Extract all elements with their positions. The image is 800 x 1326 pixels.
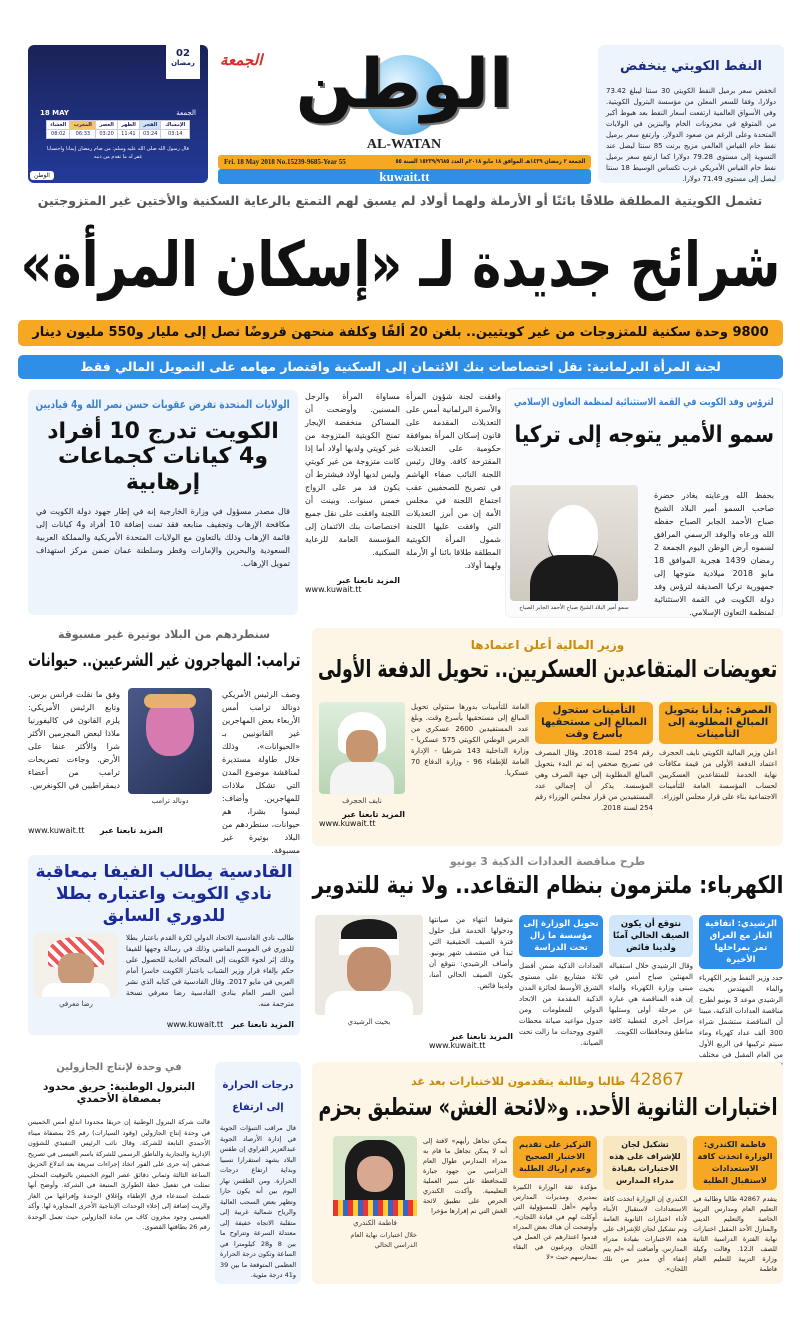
prayer-header: العصر	[96, 121, 118, 130]
fit-wrapper	[411, 1070, 684, 1090]
prayer-header: العشاء	[47, 121, 70, 130]
fire-body: قالت شركة البترول الوطنية إن حريقا محدودا اندلع أمس الخميس في وحدة إنتاج الجازولين (وقود السيارات) رقم 25 بمصفاة ميناء الأحمدي التابعة للشركة. وقال نائب الرئيس التنفيذي للشؤون الإدارية والتجارية والناطق الرسمي للشركة باسم العيسى في تصريح صحفي إنه جرى على الفور اتخاذ إجراءات سريعة بعد اندلاع الحريق الساعة الثالثة وثماني دقائق عصر اليوم الخميس بالتوقيت المحلي تمثلت في تفعيل خطة الطوارئ المتبعة في الشركة. وأوضح أنها شملت استدعاء فرق الإطفاء وإغلاق الوحدة وإفراغها من الغاز والزيت إضافة إلى إخلاء الوحدات الإنتاجية الأخرى المجاورة لها. وأكد العيسى وجود مخزون كاف من مادة الجازولين حيث تعمل الوحدة رقم 26 بطاقتها القصوى.	[28, 1118, 210, 1232]
prayer-time: 08:02	[47, 130, 70, 139]
retirees-col-1: أعلن وزير المالية الكويتي نايف الحجرف اعتماد الدفعة الأولى من قيمة مكافآت نهاية الخدمة للمتقاعدين العسكريين لحساب المؤسسة العامة للتأمينات الاجتماعية بناء على قرار مجلس الوزراء.	[659, 749, 777, 801]
us-sanctions-kicker	[36, 398, 290, 411]
lead-col-1: وافقت لجنة شؤون المرأة والأسرة البرلمانية أمس على التعديلات المقدمة على قانون إسكان المرأة بموافقة حكومية على التعديلات المقترحة كافة. وقال رئيس اللجنة النائب صفاء الهاشم في تصريح للصحفيين عقب اجتماع اللجنة في مجلس الأمة إن من أبرز التعديلات التي وافقت عليها اللجنة شمول المرأة الكويتية المطلقة طلاقا بائنا أو الأرملة ولهما أولاد.	[406, 392, 501, 570]
logo-arabic: الوطن	[295, 45, 513, 124]
electricity-tag-2: نتوقع أن يكون الصيف الحالي آمنًا ولدينا فائض	[609, 915, 693, 957]
fit-wrapper: الكهرباء: ملتزمون بنظام التقاعد.. ولا نية للتدوير	[312, 871, 783, 899]
electricity-photo	[315, 915, 423, 1015]
exams-col-4: يمكن تجاهل رأيهم» لافتة إلى أنه لا يمكن تجاهل ما قام به مدراء المدارس طوال العام الدراسي من جهود جبارة للمحافظة على سير العملية التعليمية. وأكدت الكندري الحرص على تطبيق لائحة الغش التي تم إقرارها مؤخرا	[423, 1137, 507, 1215]
electricity-col-2: وقال الرشيدي خلال استقباله المهنئين صباح أمس في مبنى وزارة الكهرباء والماء إن هذه المناقصة هي عبارة عن مرحلة أولى وستليها مراحل أخرى لتغطية كافة مناطق ومحافظات الكويت.	[609, 962, 693, 1036]
prayer-note: قال رسول الله صلى الله عليه وسلم: من صام رمضان إيمانا واحتسابا غفر له ما تقدم من ذنبه	[47, 146, 189, 160]
lead-columns	[305, 390, 501, 615]
exams-kicker-line	[318, 1070, 777, 1090]
electricity-caption: بخيت الرشيدي	[347, 1018, 391, 1026]
fit-wrapper: اختبارات الثانوية الأحد.. و«لائحة الغش» ستطبق بحزم	[318, 1093, 777, 1121]
electricity-more-link[interactable]: www.kuwait.tt	[429, 1041, 486, 1050]
retirees-col-3: العامة للتأمينات بدورها ستتولى تحويل المبالغ إلى مستحقيها بأسرع وقت. وبلغ عدد المستفيدين 2600 عسكري من الحرس الوطني الكويتي 575 عسكريا - وزارة الداخلية 143 شرطيا - الإدارة العامة للإطفاء 96 - وزارة الدفاع 70 عسكريا.	[411, 703, 529, 777]
exams-kicker: طالبا وطالبة يتقدمون للاختبارات بعد غد	[411, 1075, 626, 1088]
exams-caption: فاطمة الكندري	[353, 1219, 397, 1227]
weather-story	[215, 1062, 301, 1284]
us-sanctions-story	[28, 390, 298, 615]
qadsia-story	[28, 855, 300, 1035]
exams-tag-3: التركيز على تقديم الاختبار الصحيح وعدم إرباك الطلبة	[513, 1136, 597, 1178]
prayer-time: 06:33	[70, 130, 96, 139]
fit-wrapper: الولايات المتحدة تفرض عقوبات حسن نصر الله و4 قياديين	[35, 398, 290, 411]
prayer-header: الفجر	[139, 121, 161, 130]
prayer-time: 03:24	[139, 130, 161, 139]
prayer-times-widget	[28, 45, 208, 183]
lead-orange-bar	[18, 320, 783, 346]
emir-kicker	[514, 397, 774, 408]
electricity-kicker	[312, 855, 783, 868]
weather-body: قال مراقب التنبؤات الجوية في إدارة الأرصاد الجوية عبدالعزيز القراوي إن طقس البلاد يشهد استقرارا نسبيا وبداية ارتفاع درجات الحرارة. ومن الطقس نهار اليوم بين أنه يكون حارا وتظهر بعض السحب العالية والرياح شمالية غربية إلى متقلبة الاتجاه خفيفة إلى معتدلة السرعة وتتراوح ما بين 8 و28 كيلومترا في الساعة وتكون درجة الحرارة العظمى المتوقعة ما بين 39 و41 درجة مئوية.	[220, 1124, 296, 1279]
electricity-story	[312, 855, 783, 1059]
fire-kicker: في وحدة لإنتاج الجازولين	[56, 1062, 182, 1073]
fit-wrapper: وزير المالية أعلن اعتمادها	[470, 638, 625, 652]
fit-wrapper: سنطردهم من البلاد بوتيرة غير مسبوقة	[57, 628, 271, 641]
qadsia-row	[34, 933, 294, 1017]
exams-headline	[318, 1094, 777, 1122]
prayer-day: الجمعة	[176, 109, 196, 117]
exams-col-3: مؤكدة ثقة الوزارة الكبيرة بمديري ومديرات المدارس وبأنهم «أهل للمسؤولية التي أوكلت لهم في قيادة اللجان». وأوضحت أن هناك بعض المدراء قدموا اعتذارهم عن العمل في اللجان ويرغبون في البقاء بمدارسهم حيث «لا	[513, 1183, 597, 1261]
electricity-tag-3: تحويل الوزارة إلى مؤسسة ما زال تحت الدراسة	[519, 915, 603, 957]
exams-kicker-number: 42867	[629, 1070, 684, 1090]
retirees-photo	[319, 702, 405, 794]
exams-photo	[333, 1136, 417, 1216]
fit-wrapper: شرائح جديدة لـ «إسكان المرأة»	[20, 228, 780, 301]
fit-wrapper: ترامب: المهاجرون غير الشرعيين.. حيوانات	[27, 650, 300, 671]
electricity-headline	[312, 872, 783, 900]
emir-headline	[514, 422, 774, 448]
oil-price-box	[598, 45, 784, 183]
us-sanctions-headline: الكويت تدرج 10 أفراد و4 كيانات كجماعات إرهابية	[47, 419, 279, 495]
qadsia-more-link[interactable]: www.kuwait.tt	[166, 1020, 224, 1029]
fit-wrapper: تعويضات المتقاعدين العسكريين.. تحويل الدفعة الأولى	[317, 655, 777, 683]
ramadan-label: رمضان	[171, 59, 195, 67]
fit-wrapper: طرح مناقصة العدادات الذكية 3 يونيو	[449, 855, 646, 868]
retirees-headline	[318, 656, 777, 684]
retirees-more-label: المزيد تابعنا عبر	[342, 810, 405, 819]
fit-wrapper: لجنة المرأة البرلمانية: نقل اختصاصات بنك الائتمان إلى السكنية واقتصار مهامه على التمويل المالي فقط	[80, 359, 721, 374]
lead-more-link[interactable]: www.kuwait.tt	[305, 585, 362, 594]
fit-wrapper: سمو الأمير يتوجه إلى تركيا	[514, 422, 774, 448]
exams-tag-1: فاطمة الكندري: الوزارة اتخذت كافة الاستعدادات لاستقبال الطلبة	[693, 1136, 777, 1190]
prayer-time: 11:41	[117, 130, 139, 139]
qadsia-caption: رضا معرفي	[59, 1000, 93, 1008]
lead-blue-bar	[18, 355, 783, 379]
us-sanctions-body: قال مصدر مسؤول في وزارة الخارجية إنه في إطار جهود دولة الكويت في مكافحة الإرهاب وتجفيف منابعه فقد تمت إضافة 10 أفراد و4 كيانات إلى قائمة الإرهاب وذلك بالتعاون مع الولايات المتحدة الأمريكية والمملكة العربية السعودية والبحرين والإمارات وقطر وسلطنة عمان ضمن مركز استهداف تمويل الإرهاب.	[36, 506, 290, 568]
retirees-columns	[318, 702, 777, 840]
qadsia-photo	[34, 933, 118, 997]
prayer-header: المغرب	[70, 121, 96, 130]
prayer-time: 03:20	[96, 130, 118, 139]
retirees-story	[312, 628, 783, 846]
logo-latin: AL-WATAN	[366, 137, 442, 152]
fire-headline: البترول الوطنية: حريق محدود بمصفاة الأحمدي	[43, 1081, 195, 1106]
website-link[interactable]: kuwait.tt	[218, 169, 591, 184]
trump-more-label: المزيد تابعنا عبر	[100, 826, 163, 835]
electricity-columns	[312, 915, 783, 1059]
prayer-header: الظهر	[117, 121, 139, 130]
retirees-tag-2: التأمينات ستحول المبالغ إلى مستحقيها بأسرع وقت	[535, 702, 653, 744]
fit-wrapper: تشمل الكويتية المطلقة طلاقًا بائنًا أو الأرملة ولهما أولاد لم يسبق لهم التمتع بالرعاية السكنية والأختين غير المتزوجتين	[37, 193, 763, 208]
trump-photo	[128, 688, 212, 794]
exams-col-2: الكندري إن الوزارة اتخذت كافة الاستعدادات لاستقبال الأبناء لأداء اختبارات الثانوية العامة وتم تشكيل لجان للإشراف على هذه الاختبارات بقيادة مدراء المدارس. وأضافت أنه «لم يتم إعفاء أي مدير من تلك اللجان».	[603, 1195, 687, 1273]
qadsia-footer	[34, 1020, 294, 1029]
fit-wrapper: سمو أمير البلاد الشيخ صباح الأحمد الجابر الصباح	[519, 605, 629, 611]
trump-kicker	[28, 628, 300, 641]
retirees-tag-1: المصرف: بدأنا بتحويل المبالغ المطلوبة إلى التأمينات	[659, 702, 777, 744]
electricity-col-4: متوقعا انتهاء من صيانتها ودخولها الخدمة قبل حلول فترة الصيف الحقيقية التي تبدأ في منتصف شهر يونيو. وأضاف الرشيدي: نتوقع أن يكون الصيف الحالي آمنا، ولدينا فائض.	[429, 916, 513, 990]
emir-story	[505, 388, 783, 618]
date-arabic	[395, 155, 585, 169]
lead-col-2: مساواة المرأة والرجل المسنين. وأوضحت أن المساكن منخفضة الإيجار تمنح الكويتية المتزوجة من غير كويتي ولديها أولاد أما إذا كانت متزوجة من غير كويتي وليس لديها أولاد فيشترط أن يكون قد مر على الزواج خمس سنوات. وبينت أن اللجنة وافقت على نقل جميع اختصاصات بنك الائتمان إلى المؤسسة العامة للرعاية السكنية.	[305, 392, 400, 557]
exams-col-1: يتقدم 42867 طالبا وطالبة في التعليم العام ومدارس التربية الخاصة والتعليم الديني والمنازل الأحد المقبل اختبارات نهاية الفترة الدراسية الثانية للصف الـ12. وقالت وكيلة وزارة التربية للتعليم العام فاطمة	[693, 1195, 777, 1273]
electricity-col-3: العدادات الذكية ضمن أفضل ثلاثة مشاريع على مستوى الشرق الأوسط لجائزة المدن الذكية المقدمة من الاتحاد الدولي للمعلومات ومن جدول مواعيد صيانة محطات القوى ووحدات ما زالت تحت الصيانة.	[519, 962, 603, 1047]
oil-box-body: انخفض سعر برميل النفط الكويتي 30 سنتا ليبلغ 73.42 دولارا، وفقا للسعر المعلن من مؤسسة البترول الكويتية. وفي الأسواق العالمية ارتفعت أسعار النفط بعد هبوط أكبر من المتوقع في مخزونات الخام والبنزين في الولايات المتحدة وعلى الرغم من صعود الدولار. وارتفع سعر برميل نفط خام القياس العالمي مزيج برنت 85 سنتا ليصل عند التسوية إلى مستوى 79.28 دولارا كما ارتفع سعر برميل نفط خام القياس الأمريكي غرب تكساس الوسيط 18 سنتا ليصل إلى مستوى 71.49 دولارا.	[606, 87, 777, 183]
retirees-kicker	[318, 638, 777, 652]
exams-columns	[318, 1136, 777, 1278]
fit-wrapper: النفط الكويتي ينخفض	[619, 59, 762, 74]
prayer-time: 03:14	[161, 130, 190, 139]
electricity-tag-1: الرشيدي: اتفاقية الغاز مع العراق تمر بمراحلها الأخيرة	[699, 915, 783, 969]
trump-caption: دونالد ترامب	[151, 797, 189, 805]
fit-wrapper: 9800 وحدة سكنية للمتزوجات من غير كويتيين.. بلغن 20 ألفًا وكلفة منحهن قروضًا تصل إلى مليار و550 مليون دينار	[32, 325, 769, 340]
oil-box-title	[606, 59, 776, 74]
date-bar	[218, 155, 591, 169]
retirees-caption: نايف الحجرف	[342, 797, 382, 805]
retirees-more-link[interactable]: www.kuwait.tt	[319, 819, 376, 828]
emir-body: بحفظ الله ورعايته يغادر حضرة صاحب السمو أمير البلاد الشيخ صباح الأحمد الجابر الصباح حفظه الله ورعاه والوفد الرسمي المرافق لسموه أرض الوطن اليوم الجمعة 2 رمضان 1439 هجرية الموافق 18 مايو 2018 ميلادية متوجها إلى جمهورية تركيا الصديقة لترؤس وفد دولة الكويت في القمة الاستثنائية لمنظمة التعاون الإسلامي.	[654, 491, 774, 617]
ramadan-day-badge	[166, 45, 200, 79]
widget-brand: الوطن	[30, 171, 54, 180]
lead-subheadline	[20, 194, 780, 208]
qadsia-more-label: المزيد تابعنا عبر	[231, 1020, 294, 1029]
retirees-col-2: رقم 254 لسنة 2018. وقال المصرف في تصريح صحفي إنه تم البدء بتحويل المبالغ المطلوبة إلى جهة الصرف وهي المؤسسة. يذكر أن إجمالي عدد المستفيدين من قرار مجلس الوزراء رقم 254 لسنة 2018.	[535, 749, 653, 812]
fire-story	[28, 1062, 210, 1282]
weather-headline: درجات الحرارة إلى ارتفاع	[222, 1080, 294, 1113]
emir-caption	[510, 603, 638, 613]
lead-more-label: المزيد تابعنا عبر	[337, 576, 400, 585]
trump-story	[27, 628, 300, 855]
prayer-date: 18 MAY	[40, 109, 69, 117]
masthead	[215, 45, 593, 185]
date-english	[224, 155, 384, 169]
exams-caption-2: خلال اختبارات نهاية العام الدراسي الحالي	[350, 1231, 417, 1249]
ramadan-day: 02	[176, 48, 190, 59]
emir-photo	[510, 485, 638, 601]
prayer-times-table	[46, 120, 190, 139]
exams-story	[312, 1062, 783, 1284]
qadsia-headline: القادسية يطالب الفيفا بمعاقبة نادي الكويت واعتباره بطلا للدوري السابق	[35, 862, 293, 926]
fit-wrapper: لترؤس وفد الكويت في القمة الاستثنائية لمنظمة التعاون الإسلامي	[514, 397, 774, 408]
trump-col-1: وصف الرئيس الأمريكي دونالد ترامب أمس الأربعاء بعض المهاجرين غير القانونيين بـ «الحيوانات»، وذلك خلال طاولة مستديرة لمناقشة موضوع المدن التي تشكل ملاذات للمهاجرين. وأضاف: ليسوا بشرا، هم حيوانات، سنطردهم من البلاد بوتيرة غير مسبوقة.	[222, 690, 300, 855]
exams-tag-2: تشكيل لجان للإشراف على هذه الاختبارات بقيادة مدراء المدارس	[603, 1136, 687, 1190]
trump-more-link[interactable]: www.kuwait.tt	[28, 826, 85, 835]
electricity-more-label: المزيد تابعنا عبر	[450, 1032, 513, 1041]
fit-wrapper: الجمعة ٢ رمضان ١٤٣٩هـ الموافق ١٨ مايو ٢٠١٨م العدد ١٥٢٣٩/٩٦٨٥ السنة ٥٥	[395, 158, 586, 165]
lead-headline	[20, 218, 780, 312]
qadsia-body: طالب نادي القادسية الاتحاد الدولي لكرة القدم باعتبار بطلا للدوري في الموسم الماضي وذلك في رسالة وجهها للفيفا وذلك إثر لجوء الكويت إلى المحاكم العادية للحصول على حكم بإلغاء قرار وزير الشباب باعتبار الكويت خاسرا أمام العربي في مايو 2017. وقال القادسية في كتابه الذي نشر أمين السر العام بنادي القادسية رضا معرفي نسخة مترجمة منه.	[126, 934, 295, 1008]
day-label: الجمعة	[220, 51, 263, 69]
trump-col-2: وفق ما نقلت فرانس برس. وتابع الرئيس الأمريكي: يلزم القانون في كاليفورنيا ملاذا لبعض المجرمين الأكثر شرا والأكثر عنفا على الأرض. وجاءت تصريحات ترامب من أعضاء ديمقراطيين في الكونغرس.	[28, 690, 120, 790]
electricity-col-1: حدد وزير النفط وزير الكهرباء والماء المهندس بخيت الرشيدي موعد 3 يونيو لطرح مناقصة العدادات الذكية، مبينا أن المناقصة ستشمل شراء 300 ألف عداد كهرباء وماء سيتم تركيبها في الربع الأول من العام المقبل في مختلف	[699, 974, 783, 1059]
trump-headline	[28, 651, 300, 672]
prayer-header: الإمساك	[161, 121, 190, 130]
fit-wrapper: Fri. 18 May 2018 No.15239-9685-Year 55	[224, 158, 346, 166]
